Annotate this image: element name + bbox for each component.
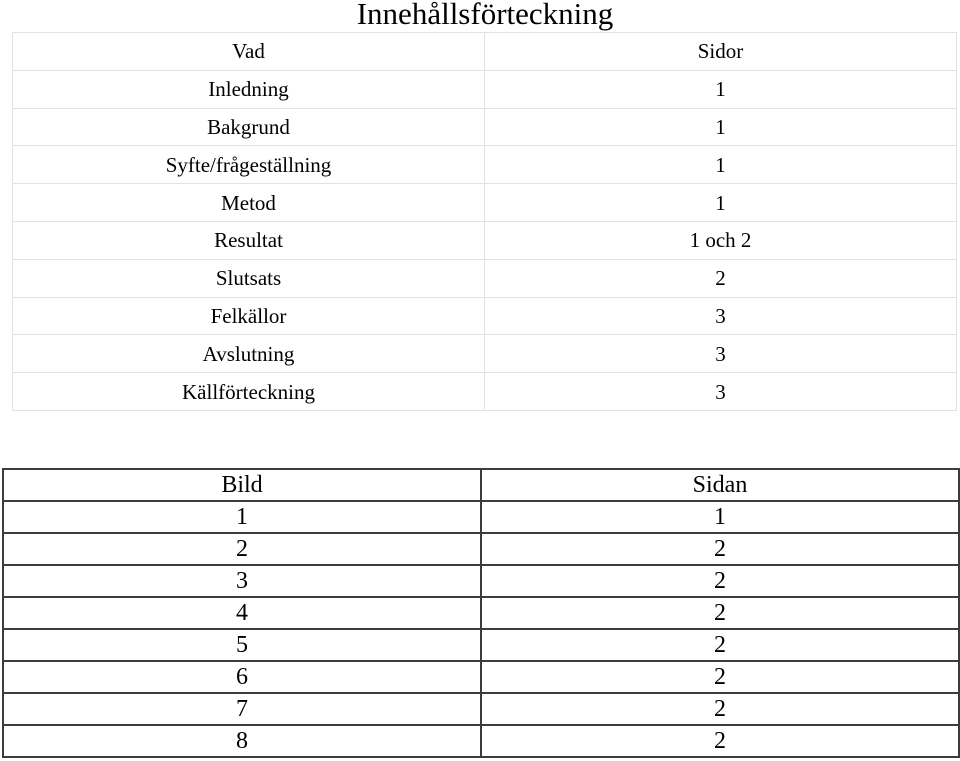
table-row: [3, 533, 959, 565]
section-pages: 1: [485, 108, 957, 146]
section-pages: 2: [485, 259, 957, 297]
table-row: [13, 297, 957, 335]
table-header-row: [13, 33, 957, 71]
section-name: Avslutning: [13, 335, 485, 373]
section-pages: 1: [485, 70, 957, 108]
image-page: 2: [481, 661, 959, 693]
table-row: [13, 108, 957, 146]
image-page: 1: [481, 501, 959, 533]
section-name: Resultat: [13, 221, 485, 259]
image-number: 1: [3, 501, 481, 533]
section-pages: 3: [485, 335, 957, 373]
section-name: Källförteckning: [13, 373, 485, 411]
table-row: [3, 661, 959, 693]
image-page: 2: [481, 725, 959, 757]
page-title: Innehållsförteckning: [356, 0, 614, 31]
table-row: [3, 597, 959, 629]
section-name: Bakgrund: [13, 108, 485, 146]
section-name: Metod: [13, 184, 485, 222]
section-pages: 3: [485, 373, 957, 411]
section-name: Felkällor: [13, 297, 485, 335]
table-row: [13, 335, 957, 373]
column-header-pages: Sidor: [485, 33, 957, 71]
table-row: [13, 70, 957, 108]
table-row: [3, 629, 959, 661]
image-number: 6: [3, 661, 481, 693]
image-number: 3: [3, 565, 481, 597]
table-row: [3, 501, 959, 533]
table-of-contents: [12, 32, 957, 411]
image-page: 2: [481, 565, 959, 597]
table-header-row: [3, 469, 959, 501]
image-number: 4: [3, 597, 481, 629]
table-row: [13, 259, 957, 297]
table-row: [13, 373, 957, 411]
image-page: 2: [481, 597, 959, 629]
section-pages: 1: [485, 146, 957, 184]
image-page: 2: [481, 693, 959, 725]
image-number: 2: [3, 533, 481, 565]
image-index-table: [2, 468, 960, 758]
image-number: 8: [3, 725, 481, 757]
table-row: [13, 184, 957, 222]
column-header-what: Vad: [13, 33, 485, 71]
image-number: 5: [3, 629, 481, 661]
table-row: [13, 221, 957, 259]
column-header-page: Sidan: [481, 469, 959, 501]
image-number: 7: [3, 693, 481, 725]
table-row: [13, 146, 957, 184]
table-row: [3, 725, 959, 757]
section-pages: 1: [485, 184, 957, 222]
section-name: Slutsats: [13, 259, 485, 297]
section-pages: 3: [485, 297, 957, 335]
column-header-image: Bild: [3, 469, 481, 501]
section-name: Inledning: [13, 70, 485, 108]
table-row: [3, 693, 959, 725]
section-pages: 1 och 2: [485, 221, 957, 259]
image-page: 2: [481, 533, 959, 565]
image-page: 2: [481, 629, 959, 661]
table-row: [3, 565, 959, 597]
section-name: Syfte/frågeställning: [13, 146, 485, 184]
